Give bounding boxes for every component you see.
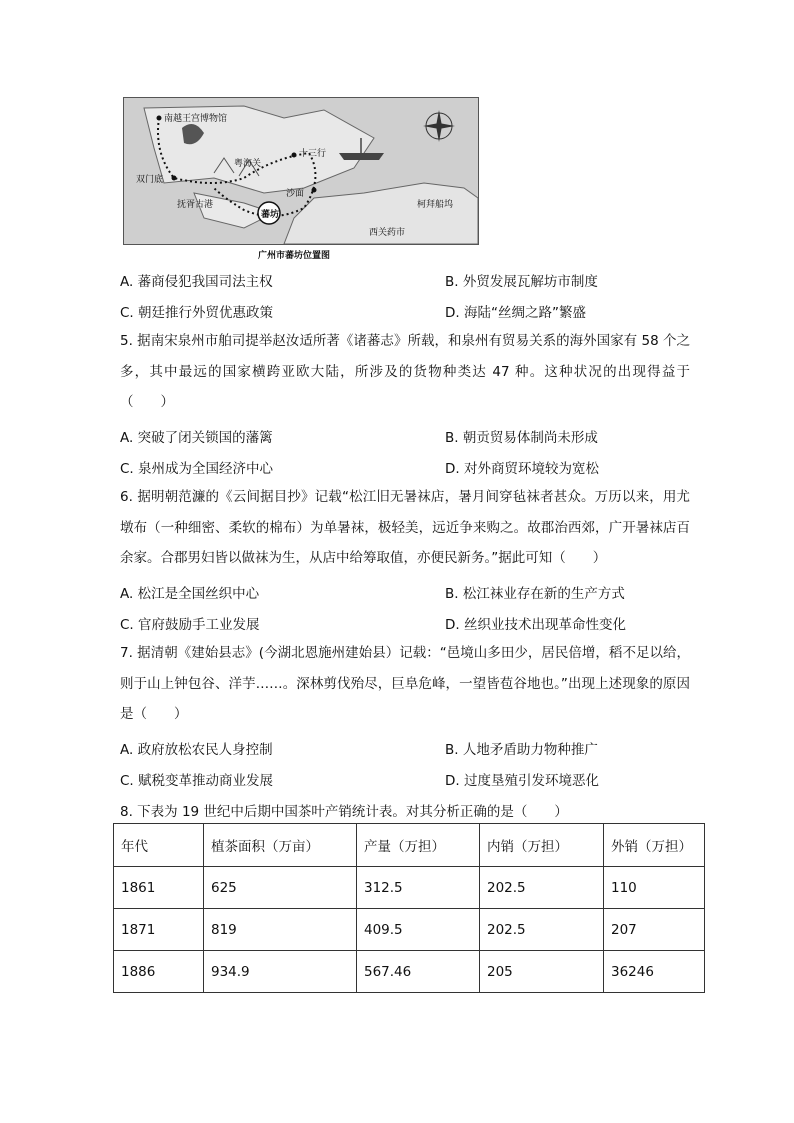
tea-statistics-table xyxy=(113,823,705,993)
table-cell: 312.5 xyxy=(357,867,480,909)
q4-option-d[interactable]: D. 海陆“丝绸之路”繁盛 xyxy=(445,305,586,321)
q6-option-c[interactable]: C. 官府鼓励手工业发展 xyxy=(120,617,260,633)
table-cell: 1886 xyxy=(114,951,204,993)
q5-option-a[interactable]: A. 突破了闭关锁国的藩篱 xyxy=(120,430,273,446)
table-cell: 205 xyxy=(480,951,604,993)
q7-option-c[interactable]: C. 赋税变革推动商业发展 xyxy=(120,773,274,789)
q6-option-d[interactable]: D. 丝织业技术出现革命性变化 xyxy=(445,617,626,633)
table-cell: 934.9 xyxy=(204,951,357,993)
map-caption: 广州市蕃坊位置图 xyxy=(258,251,331,261)
table-header-cell: 植茶面积（万亩） xyxy=(204,824,357,867)
table-cell: 110 xyxy=(604,867,705,909)
table-header-cell: 外销（万担） xyxy=(604,824,705,867)
table-cell: 207 xyxy=(604,909,705,951)
q4-option-a[interactable]: A. 蕃商侵犯我国司法主权 xyxy=(120,274,273,290)
table-cell: 1871 xyxy=(114,909,204,951)
map-label-museum: 南越王宫博物馆 xyxy=(164,114,228,124)
table-row xyxy=(114,867,705,909)
q4-option-b[interactable]: B. 外贸发展瓦解坊市制度 xyxy=(445,274,598,290)
q7-stem: 7. 据清朝《建始县志》(今湖北恩施州建始县）记载：“邑境山多田少，居民倍增，稻不足以给，则于山上钟包谷、洋芋……。深林剪伐殆尽，巨阜危峰，一望皆苞谷地也。”出现上述现象的原因是（ ） xyxy=(120,645,690,722)
map-label-shisanhang: 十三行 xyxy=(299,149,327,159)
q6-option-a[interactable]: A. 松江是全国丝织中心 xyxy=(120,586,260,602)
q6-option-b[interactable]: B. 松江袜业存在新的生产方式 xyxy=(445,586,625,602)
map-label-fushigugang: 抚胥古港 xyxy=(177,200,214,210)
q5-option-b[interactable]: B. 朝贡贸易体制尚未形成 xyxy=(445,430,598,446)
q8-stem: 8. 下表为 19 世纪中后期中国茶叶产销统计表。对其分析正确的是（ ） xyxy=(120,804,568,820)
q4-option-c[interactable]: C. 朝廷推行外贸优惠政策 xyxy=(120,305,274,321)
map-label-fanfang: 蕃坊 xyxy=(261,210,280,220)
table-cell: 819 xyxy=(204,909,357,951)
table-cell: 409.5 xyxy=(357,909,480,951)
q5-option-d[interactable]: D. 对外商贸环境较为宽松 xyxy=(445,461,599,477)
table-cell: 625 xyxy=(204,867,357,909)
map-label-yuehaiguan: 粤海关 xyxy=(234,159,262,169)
table-cell: 202.5 xyxy=(480,867,604,909)
map-label-shamian: 沙面 xyxy=(286,189,305,199)
map-label-kebaichuanwu: 柯拜船坞 xyxy=(417,200,454,210)
table-row xyxy=(114,909,705,951)
table-header-row xyxy=(114,824,705,867)
q6-stem: 6. 据明朝范濂的《云间据目抄》记载“松江旧无暑袜店，暑月间穿毡袜者甚众。万历以来，用尤墩布（一种细密、柔软的棉布）为单暑袜，极轻美，远近争来购之。故郡治西郊，广开暑袜店百余家。合郡男妇皆以做袜为生，从店中给筹取值，亦便民新务。”据此可知（ ） xyxy=(120,489,690,566)
table-cell: 36246 xyxy=(604,951,705,993)
map-label-xiguanyaoshi: 西关药市 xyxy=(369,228,406,238)
map-label-shuangmendi: 双门底 xyxy=(136,175,164,185)
table-header-cell: 产量（万担） xyxy=(357,824,480,867)
q7-option-b[interactable]: B. 人地矛盾助力物种推广 xyxy=(445,742,598,758)
table-cell: 567.46 xyxy=(357,951,480,993)
table-cell: 1861 xyxy=(114,867,204,909)
q7-option-a[interactable]: A. 政府放松农民人身控制 xyxy=(120,742,273,758)
table-cell: 202.5 xyxy=(480,909,604,951)
table-row xyxy=(114,951,705,993)
q7-option-d[interactable]: D. 过度垦殖引发环境恶化 xyxy=(445,773,599,789)
q5-stem: 5. 据南宋泉州市舶司提举赵汝适所著《诸蕃志》所载，和泉州有贸易关系的海外国家有 58 个之多，其中最远的国家横跨亚欧大陆，所涉及的货物种类达 47 种。这种状况的出现得益于（ ） xyxy=(120,333,690,410)
table-header-cell: 年代 xyxy=(114,824,204,867)
q5-option-c[interactable]: C. 泉州成为全国经济中心 xyxy=(120,461,274,477)
guangzhou-fanfang-map xyxy=(123,97,479,245)
table-header-cell: 内销（万担） xyxy=(480,824,604,867)
